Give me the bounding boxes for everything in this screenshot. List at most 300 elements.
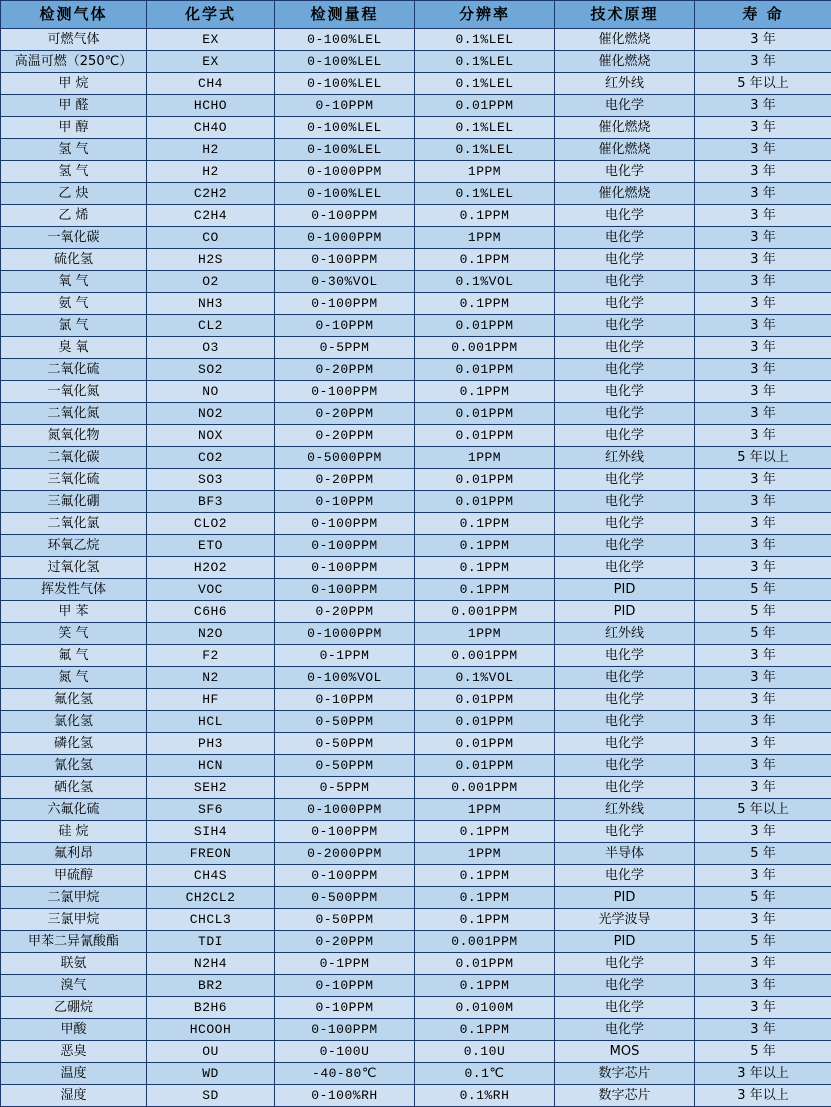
cell-gas-name: 可燃气体	[1, 29, 147, 51]
cell-resolution: 0.01PPM	[415, 315, 555, 337]
cell-technology: 电化学	[555, 403, 695, 425]
table-row	[1, 755, 831, 777]
cell-technology: 电化学	[555, 535, 695, 557]
cell-resolution: 0.1PPM	[415, 557, 555, 579]
cell-technology: 电化学	[555, 865, 695, 887]
cell-technology: 电化学	[555, 315, 695, 337]
cell-resolution: 0.1%VOL	[415, 667, 555, 689]
cell-lifespan: 5 年以上	[695, 799, 831, 821]
cell-resolution: 0.001PPM	[415, 645, 555, 667]
cell-technology: 电化学	[555, 821, 695, 843]
cell-technology: 电化学	[555, 337, 695, 359]
cell-resolution: 0.0100M	[415, 997, 555, 1019]
cell-detection-range: 0-100PPM	[275, 579, 415, 601]
cell-detection-range: 0-100PPM	[275, 535, 415, 557]
cell-technology: PID	[555, 601, 695, 623]
table-row	[1, 491, 831, 513]
cell-gas-name: 一氧化碳	[1, 227, 147, 249]
header-technology: 技术原理	[555, 1, 695, 29]
cell-lifespan: 3 年	[695, 249, 831, 271]
cell-gas-name: 笑 气	[1, 623, 147, 645]
cell-resolution: 1PPM	[415, 227, 555, 249]
table-row	[1, 975, 831, 997]
cell-chemical-formula: SO2	[147, 359, 275, 381]
cell-gas-name: 氢 气	[1, 161, 147, 183]
cell-lifespan: 5 年	[695, 931, 831, 953]
cell-resolution: 0.001PPM	[415, 931, 555, 953]
cell-resolution: 1PPM	[415, 843, 555, 865]
cell-chemical-formula: SIH4	[147, 821, 275, 843]
cell-resolution: 0.1%LEL	[415, 117, 555, 139]
cell-gas-name: 甲 醛	[1, 95, 147, 117]
cell-resolution: 0.01PPM	[415, 469, 555, 491]
cell-resolution: 0.1%LEL	[415, 51, 555, 73]
cell-detection-range: 0-10PPM	[275, 689, 415, 711]
cell-gas-name: 二氯甲烷	[1, 887, 147, 909]
cell-chemical-formula: HCN	[147, 755, 275, 777]
table-row	[1, 821, 831, 843]
table-header-row	[1, 1, 831, 29]
table-row	[1, 293, 831, 315]
cell-lifespan: 3 年	[695, 667, 831, 689]
table-row	[1, 1041, 831, 1063]
cell-chemical-formula: C6H6	[147, 601, 275, 623]
cell-lifespan: 3 年	[695, 293, 831, 315]
cell-detection-range: 0-5PPM	[275, 777, 415, 799]
cell-resolution: 0.1PPM	[415, 887, 555, 909]
table-row	[1, 1019, 831, 1041]
header-resolution: 分辨率	[415, 1, 555, 29]
cell-detection-range: 0-20PPM	[275, 403, 415, 425]
table-row	[1, 447, 831, 469]
cell-chemical-formula: SO3	[147, 469, 275, 491]
table-row	[1, 931, 831, 953]
cell-chemical-formula: EX	[147, 29, 275, 51]
cell-technology: 电化学	[555, 953, 695, 975]
cell-gas-name: 甲 醇	[1, 117, 147, 139]
table-row	[1, 623, 831, 645]
cell-gas-name: 二氧化碳	[1, 447, 147, 469]
cell-detection-range: 0-100%LEL	[275, 51, 415, 73]
table-row	[1, 1063, 831, 1085]
cell-detection-range: 0-100PPM	[275, 1019, 415, 1041]
cell-detection-range: 0-5PPM	[275, 337, 415, 359]
cell-resolution: 0.1PPM	[415, 821, 555, 843]
table-row	[1, 601, 831, 623]
cell-technology: PID	[555, 579, 695, 601]
cell-technology: 电化学	[555, 95, 695, 117]
cell-gas-name: 臭 氧	[1, 337, 147, 359]
cell-chemical-formula: WD	[147, 1063, 275, 1085]
cell-gas-name: 磷化氢	[1, 733, 147, 755]
cell-chemical-formula: N2O	[147, 623, 275, 645]
cell-resolution: 0.1PPM	[415, 381, 555, 403]
table-row	[1, 865, 831, 887]
cell-lifespan: 3 年	[695, 425, 831, 447]
table-row	[1, 887, 831, 909]
cell-chemical-formula: TDI	[147, 931, 275, 953]
cell-gas-name: 硫化氢	[1, 249, 147, 271]
cell-chemical-formula: HF	[147, 689, 275, 711]
cell-detection-range: 0-100PPM	[275, 293, 415, 315]
cell-detection-range: 0-100%LEL	[275, 139, 415, 161]
cell-chemical-formula: F2	[147, 645, 275, 667]
cell-resolution: 1PPM	[415, 799, 555, 821]
cell-lifespan: 3 年	[695, 51, 831, 73]
table-row	[1, 733, 831, 755]
cell-chemical-formula: CO	[147, 227, 275, 249]
cell-chemical-formula: N2H4	[147, 953, 275, 975]
cell-technology: 电化学	[555, 425, 695, 447]
cell-detection-range: 0-20PPM	[275, 359, 415, 381]
cell-gas-name: 硅 烷	[1, 821, 147, 843]
cell-lifespan: 5 年以上	[695, 73, 831, 95]
cell-detection-range: 0-30%VOL	[275, 271, 415, 293]
cell-gas-name: 乙硼烷	[1, 997, 147, 1019]
cell-lifespan: 3 年	[695, 733, 831, 755]
cell-resolution: 0.01PPM	[415, 711, 555, 733]
cell-resolution: 0.1PPM	[415, 513, 555, 535]
cell-chemical-formula: BF3	[147, 491, 275, 513]
cell-lifespan: 3 年	[695, 403, 831, 425]
cell-resolution: 0.1PPM	[415, 579, 555, 601]
cell-technology: 电化学	[555, 249, 695, 271]
cell-lifespan: 3 年	[695, 469, 831, 491]
cell-resolution: 0.1PPM	[415, 249, 555, 271]
cell-chemical-formula: FREON	[147, 843, 275, 865]
table-row	[1, 95, 831, 117]
cell-resolution: 0.1%LEL	[415, 29, 555, 51]
cell-chemical-formula: O2	[147, 271, 275, 293]
cell-resolution: 0.1PPM	[415, 1019, 555, 1041]
cell-resolution: 0.1PPM	[415, 909, 555, 931]
table-row	[1, 579, 831, 601]
cell-resolution: 0.1PPM	[415, 535, 555, 557]
cell-detection-range: 0-10PPM	[275, 95, 415, 117]
cell-chemical-formula: NH3	[147, 293, 275, 315]
cell-detection-range: 0-50PPM	[275, 909, 415, 931]
cell-gas-name: 氢 气	[1, 139, 147, 161]
cell-gas-name: 三氧化硫	[1, 469, 147, 491]
cell-chemical-formula: OU	[147, 1041, 275, 1063]
cell-detection-range: 0-100%RH	[275, 1085, 415, 1107]
cell-gas-name: 甲硫醇	[1, 865, 147, 887]
cell-lifespan: 3 年	[695, 117, 831, 139]
cell-chemical-formula: H2	[147, 139, 275, 161]
cell-chemical-formula: H2	[147, 161, 275, 183]
table-row	[1, 337, 831, 359]
table-row	[1, 403, 831, 425]
cell-chemical-formula: ETO	[147, 535, 275, 557]
cell-lifespan: 3 年	[695, 645, 831, 667]
cell-lifespan: 3 年	[695, 909, 831, 931]
cell-detection-range: 0-50PPM	[275, 711, 415, 733]
cell-detection-range: 0-20PPM	[275, 425, 415, 447]
table-row	[1, 843, 831, 865]
cell-technology: 电化学	[555, 733, 695, 755]
cell-chemical-formula: CHCL3	[147, 909, 275, 931]
cell-detection-range: 0-100%LEL	[275, 117, 415, 139]
cell-lifespan: 3 年	[695, 139, 831, 161]
cell-gas-name: 三氯甲烷	[1, 909, 147, 931]
table-row	[1, 227, 831, 249]
cell-lifespan: 3 年	[695, 711, 831, 733]
cell-technology: 电化学	[555, 161, 695, 183]
cell-gas-name: 挥发性气体	[1, 579, 147, 601]
table-row	[1, 425, 831, 447]
cell-resolution: 0.10U	[415, 1041, 555, 1063]
header-lifespan: 寿 命	[695, 1, 831, 29]
cell-chemical-formula: NOX	[147, 425, 275, 447]
cell-chemical-formula: SEH2	[147, 777, 275, 799]
cell-chemical-formula: CH4	[147, 73, 275, 95]
cell-lifespan: 3 年	[695, 381, 831, 403]
cell-lifespan: 3 年	[695, 975, 831, 997]
cell-detection-range: 0-1PPM	[275, 645, 415, 667]
cell-detection-range: -40-80℃	[275, 1063, 415, 1085]
cell-lifespan: 3 年以上	[695, 1063, 831, 1085]
header-chemical-formula: 化学式	[147, 1, 275, 29]
cell-gas-name: 二氧化硫	[1, 359, 147, 381]
table-row	[1, 315, 831, 337]
cell-technology: 电化学	[555, 755, 695, 777]
cell-detection-range: 0-10PPM	[275, 997, 415, 1019]
cell-chemical-formula: HCL	[147, 711, 275, 733]
cell-gas-name: 氮 气	[1, 667, 147, 689]
table-row	[1, 689, 831, 711]
cell-chemical-formula: NO2	[147, 403, 275, 425]
cell-chemical-formula: CL2	[147, 315, 275, 337]
cell-lifespan: 3 年	[695, 337, 831, 359]
cell-lifespan: 3 年	[695, 227, 831, 249]
cell-technology: 电化学	[555, 513, 695, 535]
table-row	[1, 711, 831, 733]
table-row	[1, 799, 831, 821]
table-row	[1, 513, 831, 535]
cell-resolution: 0.1PPM	[415, 975, 555, 997]
cell-detection-range: 0-1000PPM	[275, 227, 415, 249]
cell-detection-range: 0-100%LEL	[275, 183, 415, 205]
cell-chemical-formula: SF6	[147, 799, 275, 821]
cell-resolution: 0.01PPM	[415, 953, 555, 975]
table-row	[1, 359, 831, 381]
cell-lifespan: 3 年	[695, 953, 831, 975]
cell-gas-name: 一氧化氮	[1, 381, 147, 403]
cell-lifespan: 3 年	[695, 315, 831, 337]
table-row	[1, 535, 831, 557]
cell-resolution: 0.01PPM	[415, 733, 555, 755]
cell-resolution: 0.01PPM	[415, 425, 555, 447]
cell-technology: 电化学	[555, 997, 695, 1019]
cell-lifespan: 3 年	[695, 359, 831, 381]
table-body	[1, 29, 831, 1107]
table-row	[1, 117, 831, 139]
cell-lifespan: 3 年	[695, 1019, 831, 1041]
cell-technology: 催化燃烧	[555, 117, 695, 139]
cell-lifespan: 3 年	[695, 29, 831, 51]
cell-gas-name: 氯化氢	[1, 711, 147, 733]
cell-detection-range: 0-100%LEL	[275, 73, 415, 95]
cell-lifespan: 3 年	[695, 821, 831, 843]
cell-detection-range: 0-100PPM	[275, 249, 415, 271]
cell-lifespan: 3 年	[695, 513, 831, 535]
cell-resolution: 0.001PPM	[415, 601, 555, 623]
cell-chemical-formula: CH4O	[147, 117, 275, 139]
table-row	[1, 73, 831, 95]
table-row	[1, 183, 831, 205]
cell-resolution: 1PPM	[415, 447, 555, 469]
cell-chemical-formula: PH3	[147, 733, 275, 755]
cell-technology: 催化燃烧	[555, 29, 695, 51]
cell-lifespan: 5 年	[695, 887, 831, 909]
cell-chemical-formula: H2S	[147, 249, 275, 271]
cell-detection-range: 0-100PPM	[275, 205, 415, 227]
cell-technology: 电化学	[555, 557, 695, 579]
cell-detection-range: 0-20PPM	[275, 469, 415, 491]
cell-resolution: 0.1PPM	[415, 865, 555, 887]
cell-technology: 电化学	[555, 777, 695, 799]
cell-technology: 电化学	[555, 689, 695, 711]
cell-chemical-formula: CO2	[147, 447, 275, 469]
cell-resolution: 0.01PPM	[415, 755, 555, 777]
cell-gas-name: 二氧化氯	[1, 513, 147, 535]
cell-resolution: 0.1PPM	[415, 293, 555, 315]
cell-lifespan: 5 年	[695, 601, 831, 623]
cell-lifespan: 5 年	[695, 623, 831, 645]
table-row	[1, 953, 831, 975]
cell-lifespan: 3 年	[695, 865, 831, 887]
cell-gas-name: 乙 烯	[1, 205, 147, 227]
cell-detection-range: 0-100PPM	[275, 821, 415, 843]
cell-lifespan: 3 年	[695, 557, 831, 579]
cell-lifespan: 3 年	[695, 755, 831, 777]
cell-gas-name: 过氧化氢	[1, 557, 147, 579]
cell-detection-range: 0-10PPM	[275, 975, 415, 997]
cell-technology: 半导体	[555, 843, 695, 865]
cell-technology: 电化学	[555, 645, 695, 667]
table-row	[1, 777, 831, 799]
table-row	[1, 249, 831, 271]
cell-technology: 电化学	[555, 293, 695, 315]
cell-chemical-formula: EX	[147, 51, 275, 73]
cell-resolution: 0.01PPM	[415, 359, 555, 381]
cell-gas-name: 氟化氢	[1, 689, 147, 711]
cell-technology: 电化学	[555, 359, 695, 381]
cell-gas-name: 氮氧化物	[1, 425, 147, 447]
cell-technology: 电化学	[555, 227, 695, 249]
cell-technology: 催化燃烧	[555, 183, 695, 205]
cell-resolution: 1PPM	[415, 623, 555, 645]
cell-resolution: 0.1%RH	[415, 1085, 555, 1107]
cell-detection-range: 0-500PPM	[275, 887, 415, 909]
cell-gas-name: 温度	[1, 1063, 147, 1085]
cell-chemical-formula: CH2CL2	[147, 887, 275, 909]
cell-gas-name: 甲苯二异氰酸酯	[1, 931, 147, 953]
cell-resolution: 0.01PPM	[415, 689, 555, 711]
cell-resolution: 0.001PPM	[415, 337, 555, 359]
cell-chemical-formula: CH4S	[147, 865, 275, 887]
cell-gas-name: 环氧乙烷	[1, 535, 147, 557]
cell-gas-name: 高温可燃（250℃）	[1, 51, 147, 73]
cell-gas-name: 甲酸	[1, 1019, 147, 1041]
cell-resolution: 0.1%VOL	[415, 271, 555, 293]
cell-technology: 电化学	[555, 491, 695, 513]
cell-gas-name: 硒化氢	[1, 777, 147, 799]
table-row	[1, 139, 831, 161]
cell-lifespan: 3 年以上	[695, 1085, 831, 1107]
table-row	[1, 1085, 831, 1107]
cell-chemical-formula: O3	[147, 337, 275, 359]
cell-technology: 电化学	[555, 1019, 695, 1041]
cell-lifespan: 5 年	[695, 843, 831, 865]
cell-detection-range: 0-50PPM	[275, 755, 415, 777]
cell-detection-range: 0-2000PPM	[275, 843, 415, 865]
cell-chemical-formula: H2O2	[147, 557, 275, 579]
cell-technology: 红外线	[555, 623, 695, 645]
cell-resolution: 0.1%LEL	[415, 73, 555, 95]
cell-detection-range: 0-100U	[275, 1041, 415, 1063]
cell-gas-name: 氰化氢	[1, 755, 147, 777]
cell-lifespan: 3 年	[695, 689, 831, 711]
cell-chemical-formula: HCOOH	[147, 1019, 275, 1041]
cell-gas-name: 乙 炔	[1, 183, 147, 205]
cell-technology: MOS	[555, 1041, 695, 1063]
cell-gas-name: 甲 烷	[1, 73, 147, 95]
cell-chemical-formula: SD	[147, 1085, 275, 1107]
cell-detection-range: 0-50PPM	[275, 733, 415, 755]
cell-chemical-formula: B2H6	[147, 997, 275, 1019]
cell-chemical-formula: VOC	[147, 579, 275, 601]
cell-technology: 催化燃烧	[555, 139, 695, 161]
cell-chemical-formula: N2	[147, 667, 275, 689]
cell-resolution: 0.01PPM	[415, 491, 555, 513]
cell-gas-name: 联氨	[1, 953, 147, 975]
cell-detection-range: 0-1000PPM	[275, 623, 415, 645]
table-row	[1, 29, 831, 51]
cell-gas-name: 氨 气	[1, 293, 147, 315]
cell-detection-range: 0-1PPM	[275, 953, 415, 975]
cell-chemical-formula: NO	[147, 381, 275, 403]
cell-lifespan: 3 年	[695, 491, 831, 513]
cell-detection-range: 0-10PPM	[275, 315, 415, 337]
cell-lifespan: 5 年以上	[695, 447, 831, 469]
cell-chemical-formula: C2H2	[147, 183, 275, 205]
cell-resolution: 0.01PPM	[415, 403, 555, 425]
cell-gas-name: 溴气	[1, 975, 147, 997]
cell-resolution: 0.1%LEL	[415, 183, 555, 205]
cell-technology: 数字芯片	[555, 1085, 695, 1107]
table-row	[1, 667, 831, 689]
cell-technology: 电化学	[555, 667, 695, 689]
cell-lifespan: 5 年	[695, 1041, 831, 1063]
cell-gas-name: 恶臭	[1, 1041, 147, 1063]
cell-detection-range: 0-100PPM	[275, 557, 415, 579]
cell-gas-name: 氧 气	[1, 271, 147, 293]
cell-detection-range: 0-1000PPM	[275, 161, 415, 183]
header-gas-name: 检测气体	[1, 1, 147, 29]
cell-detection-range: 0-5000PPM	[275, 447, 415, 469]
table-row	[1, 557, 831, 579]
cell-resolution: 0.1℃	[415, 1063, 555, 1085]
cell-resolution: 1PPM	[415, 161, 555, 183]
cell-lifespan: 5 年	[695, 579, 831, 601]
cell-resolution: 0.01PPM	[415, 95, 555, 117]
cell-chemical-formula: BR2	[147, 975, 275, 997]
cell-technology: 红外线	[555, 799, 695, 821]
cell-detection-range: 0-1000PPM	[275, 799, 415, 821]
cell-technology: 光学波导	[555, 909, 695, 931]
cell-detection-range: 0-100%VOL	[275, 667, 415, 689]
